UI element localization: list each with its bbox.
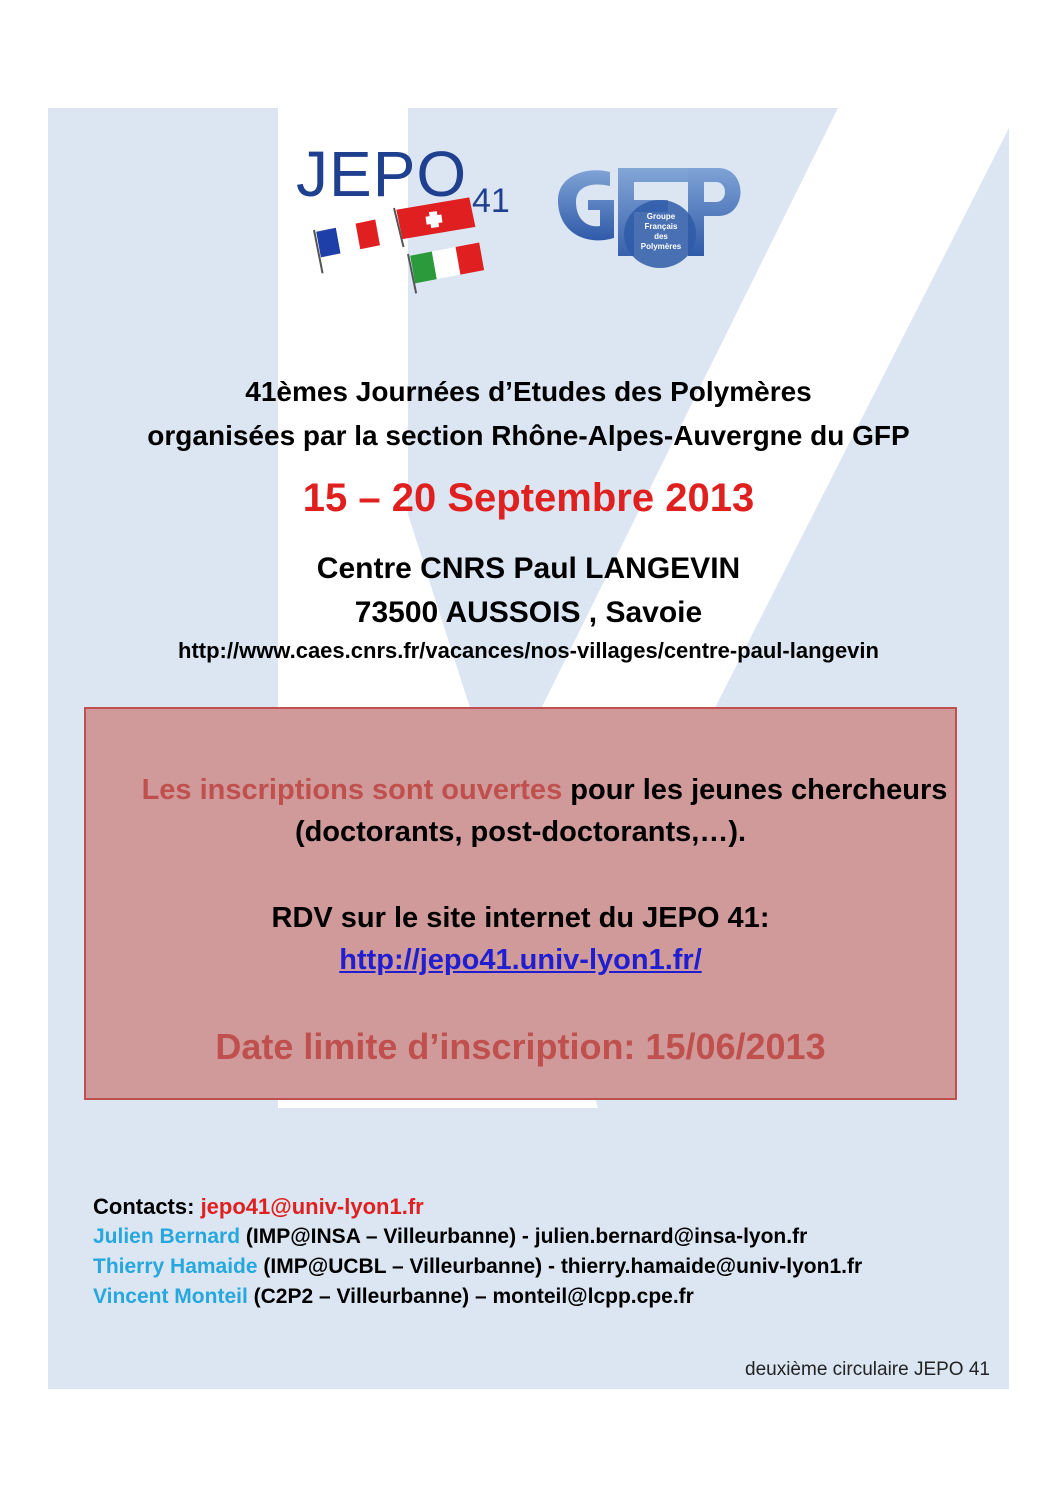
- gfp-logo-caption: Groupe Français des Polymères: [640, 212, 682, 251]
- contact-name: Julien Bernard: [93, 1225, 241, 1248]
- contacts-section: [93, 1192, 862, 1312]
- registration-open-highlight: Les inscriptions sont ouvertes: [141, 774, 563, 806]
- registration-open-rest: pour les jeunes chercheurs: [562, 774, 948, 806]
- contact-details: (IMP@INSA – Villeurbanne) - julien.bernard@insa-lyon.fr: [240, 1225, 808, 1248]
- website-link-line: [86, 941, 955, 979]
- event-title: 41èmes Journées d’Etudes des Polymères: [245, 376, 812, 407]
- registration-audience: (doctorants, post-doctorants,…).: [294, 816, 747, 848]
- gfp-logo: [548, 160, 753, 270]
- contact-row: [93, 1252, 862, 1282]
- venue-name: Centre CNRS Paul LANGEVIN: [316, 552, 741, 585]
- contact-row: [93, 1222, 862, 1252]
- jepo-logo: [296, 138, 526, 302]
- event-dates: 15 – 20 Septembre 2013: [302, 476, 755, 520]
- contacts-header: [93, 1192, 862, 1222]
- jepo-logo-number: 41: [472, 182, 510, 220]
- venue-address: 73500 AUSSOIS , Savoie: [354, 596, 703, 629]
- contact-name: Thierry Hamaide: [93, 1255, 258, 1278]
- contact-details: (IMP@UCBL – Villeurbanne) - thierry.hamaide@univ-lyon1.fr: [257, 1255, 863, 1278]
- contact-name: Vincent Monteil: [93, 1285, 248, 1308]
- website-link[interactable]: http://jepo41.univ-lyon1.fr/: [339, 944, 702, 976]
- rdv-text: RDV sur le site internet du JEPO 41:: [271, 902, 770, 934]
- registration-open-line: [86, 771, 955, 809]
- contacts-label: Contacts:: [93, 1194, 201, 1219]
- contacts-email[interactable]: jepo41@univ-lyon1.fr: [200, 1194, 424, 1219]
- registration-deadline: Date limite d’inscription: 15/06/2013: [215, 1026, 826, 1067]
- jepo-logo-text: JEPO: [296, 138, 468, 210]
- footer-note: deuxième circulaire JEPO 41: [745, 1359, 990, 1380]
- venue-url[interactable]: http://www.caes.cnrs.fr/vacances/nos-villages/centre-paul-langevin: [178, 638, 879, 663]
- registration-box: [84, 707, 957, 1100]
- event-subtitle: organisées par la section Rhône-Alpes-Auvergne du GFP: [147, 420, 910, 451]
- contact-details: (C2P2 – Villeurbanne) – monteil@lcpp.cpe.fr: [247, 1285, 694, 1308]
- contact-row: [93, 1282, 862, 1312]
